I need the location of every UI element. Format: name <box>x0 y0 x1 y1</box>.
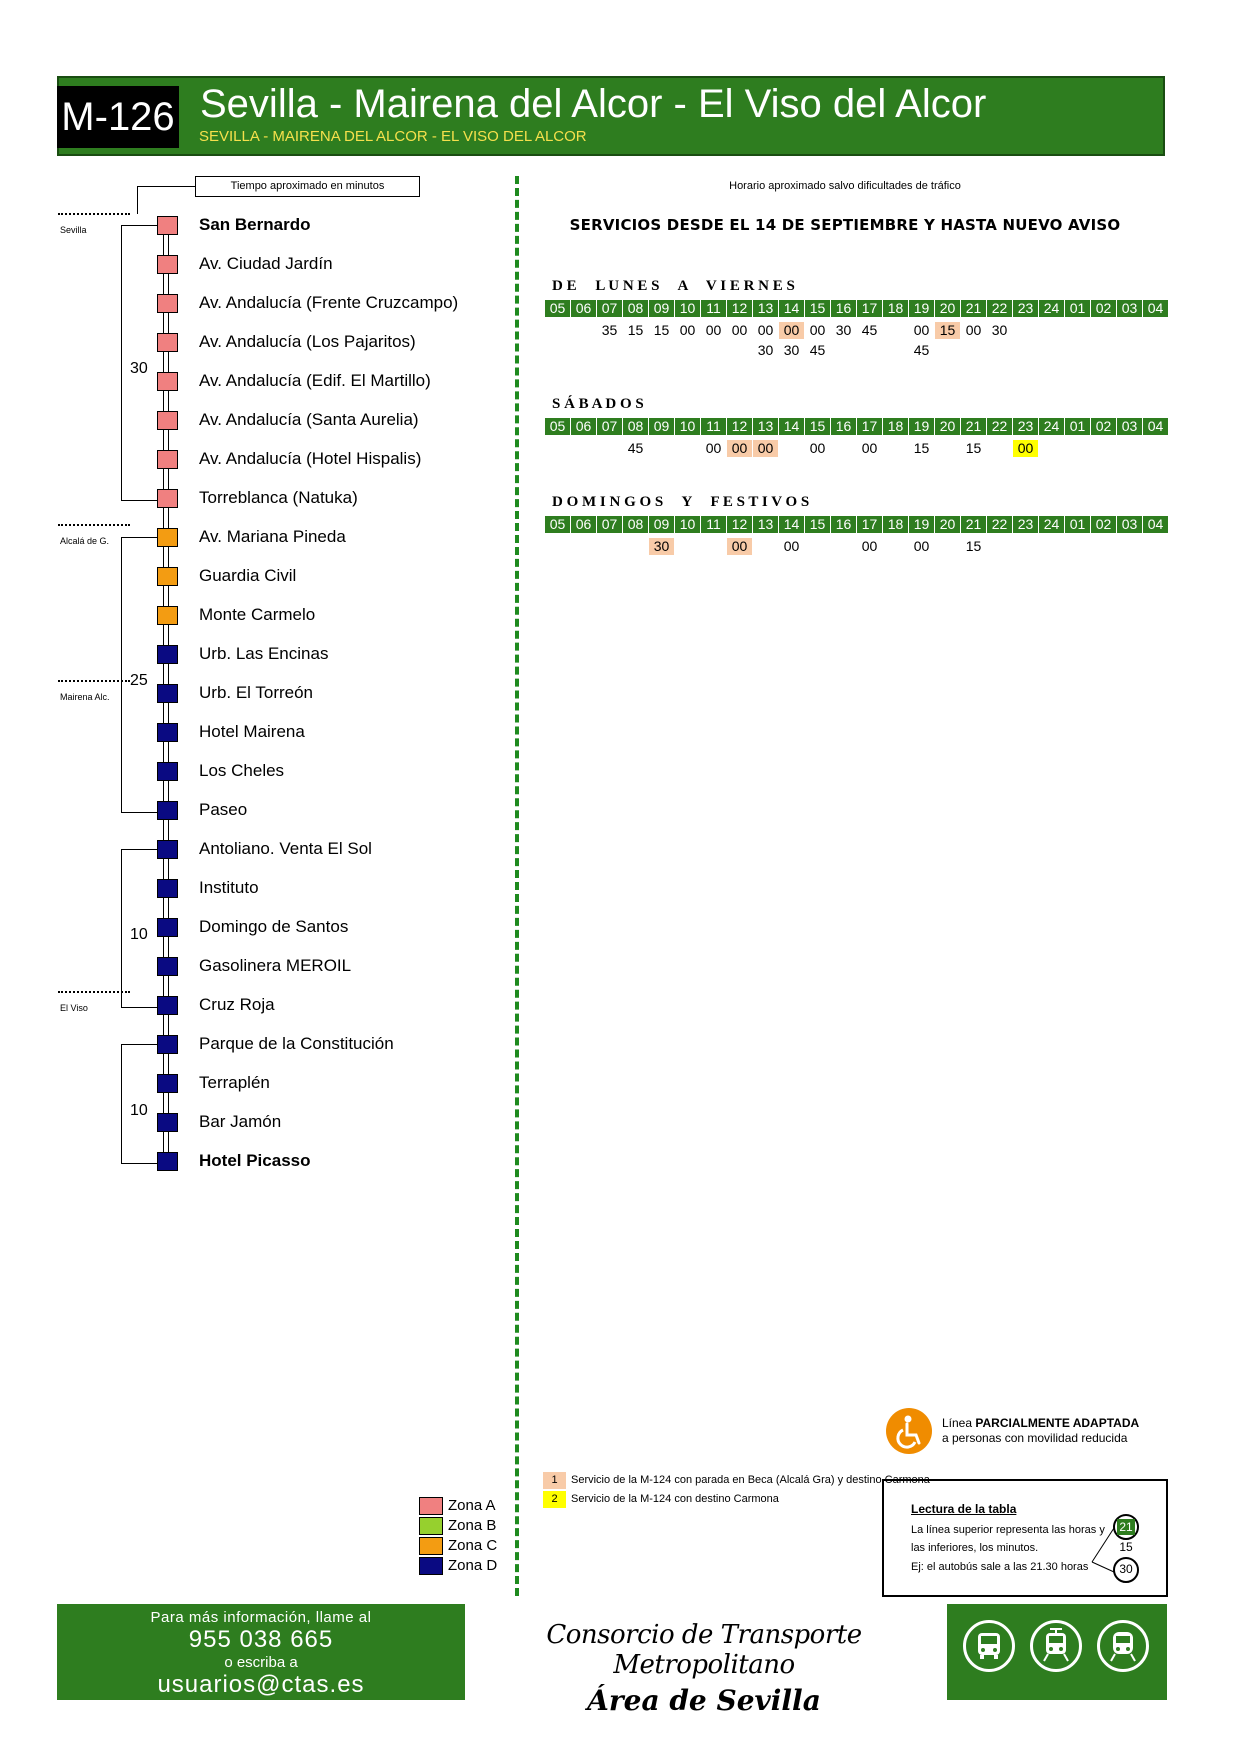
minute-cell <box>1117 538 1142 555</box>
hour-cell: 12 <box>727 418 752 435</box>
minute-cell: 15 <box>965 440 982 456</box>
stop-marker <box>157 372 178 391</box>
minute-cell <box>1065 342 1090 359</box>
minute-cell <box>1117 342 1142 359</box>
hour-cell: 19 <box>909 418 934 435</box>
minute-cell <box>1143 538 1168 555</box>
hour-cell: 16 <box>831 418 856 435</box>
note-2-text: Servicio de la M-124 con destino Carmona <box>571 1493 779 1505</box>
hour-cell: 22 <box>987 516 1012 533</box>
minutes-row <box>545 322 1169 339</box>
minute-cell: 30 <box>783 342 800 358</box>
stop-name: Bar Jamón <box>199 1112 282 1131</box>
minute-cell <box>675 538 700 555</box>
zone-d-label: Zona D <box>448 1557 498 1574</box>
minute-cell <box>987 538 1012 555</box>
municipality-boundary <box>58 524 130 526</box>
minute-cell: 45 <box>861 322 878 338</box>
contact-info-line: Para más información, llame al <box>150 1609 372 1626</box>
consorcio-logo <box>470 1620 938 1717</box>
minute-cell <box>1091 342 1116 359</box>
stop-name: Av. Ciudad Jardín <box>199 254 333 273</box>
hour-cell: 23 <box>1013 418 1038 435</box>
hour-cell: 18 <box>883 300 908 317</box>
example-min-1: 15 <box>1119 1540 1133 1554</box>
stop-name: Antoliano. Venta El Sol <box>199 839 372 858</box>
stop-marker <box>157 1152 178 1171</box>
hour-cell: 17 <box>857 300 882 317</box>
stop-marker <box>157 489 178 508</box>
hour-cell: 01 <box>1065 516 1090 533</box>
stop-marker <box>157 723 178 742</box>
stop-marker <box>157 528 178 547</box>
stop-marker <box>157 255 178 274</box>
accessibility-line2: a personas con movilidad reducida <box>942 1431 1128 1445</box>
zone-b-swatch <box>419 1517 443 1535</box>
services-header: SERVICIOS DESDE EL 14 DE SEPTIEMBRE Y HASTA NUEVO AVISO <box>569 216 1121 234</box>
zone-b-label: Zona B <box>448 1517 497 1534</box>
reading-guide-body: La línea superior representa las horas y las inferiores, los minutos. <box>911 1524 1105 1554</box>
minute-cell <box>1039 440 1064 457</box>
stop-marker <box>157 879 178 898</box>
stop-marker <box>157 684 178 703</box>
hour-cell: 20 <box>935 516 960 533</box>
tramo-minutes: 30 <box>130 360 148 377</box>
hour-cell: 24 <box>1039 418 1064 435</box>
minute-cell <box>623 342 648 359</box>
minute-cell <box>571 440 596 457</box>
zone-d-swatch <box>419 1557 443 1575</box>
minute-cell: 00 <box>779 322 804 339</box>
zone-c-swatch <box>419 1537 443 1555</box>
hour-cell: 05 <box>545 300 570 317</box>
minute-cell <box>883 342 908 359</box>
hour-cell: 02 <box>1091 516 1116 533</box>
stop-name: Av. Andalucía (Frente Cruzcampo) <box>199 293 459 312</box>
minute-cell <box>883 322 908 339</box>
minute-cell <box>727 342 752 359</box>
example-min-2: 30 <box>1119 1562 1133 1576</box>
hour-cell: 24 <box>1039 300 1064 317</box>
hour-cell: 07 <box>597 516 622 533</box>
minute-cell: 15 <box>913 440 930 456</box>
zone-a-label: Zona A <box>448 1497 496 1514</box>
hour-cell: 15 <box>805 418 830 435</box>
note-1-text: Servicio de la M-124 con parada en Beca (Alcalá Gra) y destino Carmona <box>571 1474 930 1486</box>
minute-cell: 00 <box>913 538 930 554</box>
stop-name: Urb. Las Encinas <box>199 644 329 663</box>
minute-cell <box>779 440 804 457</box>
tiempo-connector <box>137 186 196 214</box>
stop-name: Av. Andalucía (Santa Aurelia) <box>199 410 419 429</box>
minute-cell <box>857 342 882 359</box>
hour-cell: 23 <box>1013 300 1038 317</box>
metro-icon <box>1097 1620 1149 1672</box>
minute-cell <box>545 322 570 339</box>
minute-cell: 30 <box>757 342 774 358</box>
minute-cell <box>545 538 570 555</box>
minute-cell <box>1117 440 1142 457</box>
tramo-minutes: 10 <box>130 926 148 943</box>
example-hour: 21 <box>1117 1519 1135 1535</box>
hour-cell: 03 <box>1117 300 1142 317</box>
hour-cell: 06 <box>571 418 596 435</box>
zone-a-swatch <box>419 1497 443 1515</box>
minute-cell: 00 <box>727 538 752 555</box>
minute-cell <box>701 538 726 555</box>
minute-cell: 30 <box>649 538 674 555</box>
accessibility-text <box>942 1416 1139 1446</box>
minute-cell <box>1117 322 1142 339</box>
hour-cell: 09 <box>649 300 674 317</box>
minute-cell: 00 <box>731 322 748 338</box>
hour-cell: 03 <box>1117 418 1142 435</box>
stop-name: Av. Andalucía (Edif. El Martillo) <box>199 371 431 390</box>
hour-cell: 22 <box>987 300 1012 317</box>
stop-marker <box>157 645 178 664</box>
hour-cell: 02 <box>1091 418 1116 435</box>
minute-cell: 00 <box>705 440 722 456</box>
minute-cell <box>571 322 596 339</box>
tramo-minutes: 10 <box>130 1102 148 1119</box>
minute-cell: 00 <box>861 440 878 456</box>
schedule-note: Horario aproximado salvo dificultades de tráfico <box>729 180 961 192</box>
minute-cell <box>1013 538 1038 555</box>
hour-cell: 16 <box>831 300 856 317</box>
accessibility-prefix: Línea <box>942 1416 976 1430</box>
hour-cell: 20 <box>935 300 960 317</box>
hour-cell: 15 <box>805 300 830 317</box>
minute-cell <box>701 342 726 359</box>
hour-cell: 11 <box>701 300 726 317</box>
zone-c-label: Zona C <box>448 1537 498 1554</box>
minute-cell: 00 <box>727 440 752 457</box>
stop-name: Monte Carmelo <box>199 605 316 624</box>
stop-name: Av. Andalucía (Los Pajaritos) <box>199 332 416 351</box>
hour-cell: 21 <box>961 418 986 435</box>
hour-cell: 06 <box>571 300 596 317</box>
minute-cell <box>987 440 1012 457</box>
stop-marker <box>157 840 178 859</box>
bus-icon <box>963 1620 1015 1672</box>
stop-name: Paseo <box>199 800 248 819</box>
minute-cell <box>1013 322 1038 339</box>
hour-cell: 23 <box>1013 516 1038 533</box>
minute-cell: 00 <box>1013 440 1038 457</box>
stop-marker <box>157 1035 178 1054</box>
hour-cell: 05 <box>545 418 570 435</box>
stop-marker <box>157 801 178 820</box>
minute-cell <box>1065 538 1090 555</box>
hour-cell: 17 <box>857 418 882 435</box>
minute-cell <box>961 342 986 359</box>
hour-cell: 07 <box>597 418 622 435</box>
page-title: Sevilla - Mairena del Alcor - El Viso del Alcor <box>200 82 987 126</box>
hour-row <box>545 418 1169 435</box>
minute-cell: 15 <box>653 322 670 338</box>
minute-cell <box>649 342 674 359</box>
hour-cell: 11 <box>701 418 726 435</box>
minute-cell <box>883 538 908 555</box>
municipality-label: Mairena Alc. <box>60 692 110 702</box>
municipality-boundary <box>58 680 130 682</box>
minutes-row <box>545 342 1169 359</box>
hour-cell: 17 <box>857 516 882 533</box>
hour-cell: 16 <box>831 516 856 533</box>
minute-cell: 00 <box>913 322 930 338</box>
note-1-number: 1 <box>543 1472 566 1489</box>
tram-icon <box>1030 1620 1082 1672</box>
minute-cell: 00 <box>753 440 778 457</box>
minute-cell <box>1143 322 1168 339</box>
hour-cell: 02 <box>1091 300 1116 317</box>
hour-cell: 05 <box>545 516 570 533</box>
hour-cell: 04 <box>1143 418 1168 435</box>
stop-name: Gasolinera MEROIL <box>199 956 352 975</box>
contact-phone[interactable]: 955 038 665 <box>188 1626 334 1653</box>
consorcio-line1: Consorcio de Transporte Metropolitano <box>546 1620 862 1680</box>
hour-cell: 20 <box>935 418 960 435</box>
hour-cell: 10 <box>675 516 700 533</box>
wheelchair-icon <box>886 1408 932 1454</box>
hour-cell: 10 <box>675 418 700 435</box>
minute-cell <box>623 538 648 555</box>
minute-cell <box>805 538 830 555</box>
minute-cell <box>1091 538 1116 555</box>
hour-cell: 04 <box>1143 516 1168 533</box>
accessibility-bold: PARCIALMENTE ADAPTADA <box>975 1416 1140 1430</box>
minute-cell <box>831 440 856 457</box>
hour-cell: 04 <box>1143 300 1168 317</box>
hour-cell: 14 <box>779 516 804 533</box>
hour-cell: 13 <box>753 516 778 533</box>
reading-guide-example: Ej: el autobús sale a las 21.30 horas <box>911 1561 1089 1573</box>
hour-cell: 19 <box>909 516 934 533</box>
minute-cell <box>571 342 596 359</box>
stop-name: Cruz Roja <box>199 995 275 1014</box>
minute-cell <box>1091 440 1116 457</box>
hour-cell: 18 <box>883 418 908 435</box>
minute-cell <box>1039 538 1064 555</box>
minutes-row <box>545 440 1169 457</box>
minute-cell <box>831 538 856 555</box>
minute-cell: 45 <box>627 440 644 456</box>
stop-name: Av. Andalucía (Hotel Hispalis) <box>199 449 422 468</box>
hour-row <box>545 300 1169 317</box>
hour-cell: 12 <box>727 516 752 533</box>
minute-cell <box>753 538 778 555</box>
stop-name: Los Cheles <box>199 761 285 780</box>
hour-row <box>545 516 1169 533</box>
minute-cell <box>675 440 700 457</box>
minute-cell <box>597 538 622 555</box>
minute-cell <box>935 538 960 555</box>
hour-cell: 13 <box>753 418 778 435</box>
contact-panel <box>57 1604 465 1700</box>
hour-cell: 24 <box>1039 516 1064 533</box>
minute-cell <box>831 342 856 359</box>
note-2-number: 2 <box>543 1491 566 1508</box>
minute-cell: 15 <box>627 322 644 338</box>
minute-cell <box>675 342 700 359</box>
municipality-boundary <box>58 213 130 215</box>
minute-cell <box>1013 342 1038 359</box>
stop-marker <box>157 450 178 469</box>
minutes-row <box>545 538 1169 555</box>
stop-name: Torreblanca (Natuka) <box>199 488 358 507</box>
example-connector <box>1090 1528 1120 1578</box>
stop-name: Hotel Picasso <box>199 1151 311 1170</box>
stop-marker <box>157 606 178 625</box>
hour-cell: 09 <box>649 418 674 435</box>
page-subtitle: SEVILLA - MAIRENA DEL ALCOR - EL VISO DEL ALCOR <box>199 128 587 145</box>
minute-cell <box>571 538 596 555</box>
column-divider <box>515 176 519 1596</box>
minute-cell: 00 <box>965 322 982 338</box>
minute-cell <box>1065 322 1090 339</box>
contact-email[interactable]: usuarios@ctas.es <box>157 1671 365 1698</box>
stop-name: Domingo de Santos <box>199 917 349 936</box>
municipality-label: El Viso <box>60 1003 88 1013</box>
hour-cell: 01 <box>1065 418 1090 435</box>
hour-cell: 14 <box>779 300 804 317</box>
hour-cell: 21 <box>961 300 986 317</box>
minute-cell <box>883 440 908 457</box>
minute-cell <box>935 440 960 457</box>
minute-cell <box>987 342 1012 359</box>
stop-marker <box>157 996 178 1015</box>
minute-cell: 00 <box>705 322 722 338</box>
minute-cell: 15 <box>935 322 960 339</box>
tramo-minutes: 25 <box>130 672 148 689</box>
hour-cell: 08 <box>623 300 648 317</box>
stop-marker <box>157 411 178 430</box>
minute-cell: 45 <box>913 342 930 358</box>
minute-cell: 00 <box>809 322 826 338</box>
minute-cell <box>935 342 960 359</box>
minute-cell <box>545 342 570 359</box>
minute-cell: 45 <box>809 342 826 358</box>
hour-cell: 13 <box>753 300 778 317</box>
minute-cell <box>649 440 674 457</box>
minute-cell <box>545 440 570 457</box>
stop-name: Terraplén <box>199 1073 270 1092</box>
hour-cell: 09 <box>649 516 674 533</box>
consorcio-line2: Área de Sevilla <box>587 1684 821 1717</box>
minute-cell <box>1091 322 1116 339</box>
minute-cell: 35 <box>601 322 618 338</box>
schedule-title: S Á B A D O S <box>552 396 644 412</box>
hour-cell: 14 <box>779 418 804 435</box>
stop-marker <box>157 1113 178 1132</box>
reading-guide-title: Lectura de la tabla <box>911 1502 1017 1516</box>
municipality-boundary <box>58 991 130 993</box>
minute-cell: 00 <box>861 538 878 554</box>
stop-marker <box>157 294 178 313</box>
minute-cell <box>1143 342 1168 359</box>
stop-marker <box>157 567 178 586</box>
stop-name: Av. Mariana Pineda <box>199 527 346 546</box>
hour-cell: 06 <box>571 516 596 533</box>
stop-name: Urb. El Torreón <box>199 683 314 702</box>
hour-cell: 22 <box>987 418 1012 435</box>
hour-cell: 11 <box>701 516 726 533</box>
stop-marker <box>157 216 178 235</box>
minute-cell <box>597 342 622 359</box>
stop-name: Guardia Civil <box>199 566 297 585</box>
minute-cell <box>1065 440 1090 457</box>
hour-cell: 10 <box>675 300 700 317</box>
stop-marker <box>157 918 178 937</box>
stop-name: Instituto <box>199 878 259 897</box>
minute-cell: 00 <box>679 322 696 338</box>
schedule-title: D O M I N G O S Y F E S T I V O S <box>552 494 810 510</box>
minute-cell: 30 <box>991 322 1008 338</box>
stop-marker <box>157 762 178 781</box>
stop-name: Hotel Mairena <box>199 722 305 741</box>
minute-cell <box>1039 342 1064 359</box>
hour-cell: 08 <box>623 418 648 435</box>
transport-modes-panel <box>947 1604 1167 1700</box>
hour-cell: 03 <box>1117 516 1142 533</box>
stop-name: Parque de la Constitución <box>199 1034 394 1053</box>
line-code: M-126 <box>57 86 179 148</box>
hour-cell: 19 <box>909 300 934 317</box>
schedule-title: D E L U N E S A V I E R N E S <box>552 278 795 294</box>
hour-cell: 12 <box>727 300 752 317</box>
minute-cell: 00 <box>783 538 800 554</box>
stop-marker <box>157 957 178 976</box>
hour-cell: 01 <box>1065 300 1090 317</box>
minute-cell: 30 <box>835 322 852 338</box>
minute-cell: 00 <box>809 440 826 456</box>
tiempo-label: Tiempo aproximado en minutos <box>195 176 420 197</box>
minute-cell <box>1143 440 1168 457</box>
stop-name: San Bernardo <box>199 215 311 234</box>
municipality-label: Sevilla <box>60 225 87 235</box>
minute-cell <box>1039 322 1064 339</box>
hour-cell: 21 <box>961 516 986 533</box>
stop-marker <box>157 333 178 352</box>
hour-cell: 15 <box>805 516 830 533</box>
hour-cell: 08 <box>623 516 648 533</box>
minute-cell <box>597 440 622 457</box>
minute-cell: 00 <box>757 322 774 338</box>
municipality-label: Alcalá de G. <box>60 536 110 546</box>
hour-cell: 18 <box>883 516 908 533</box>
minute-cell: 15 <box>965 538 982 554</box>
hour-cell: 07 <box>597 300 622 317</box>
contact-or-write: o escriba a <box>224 1654 298 1671</box>
stop-marker <box>157 1074 178 1093</box>
